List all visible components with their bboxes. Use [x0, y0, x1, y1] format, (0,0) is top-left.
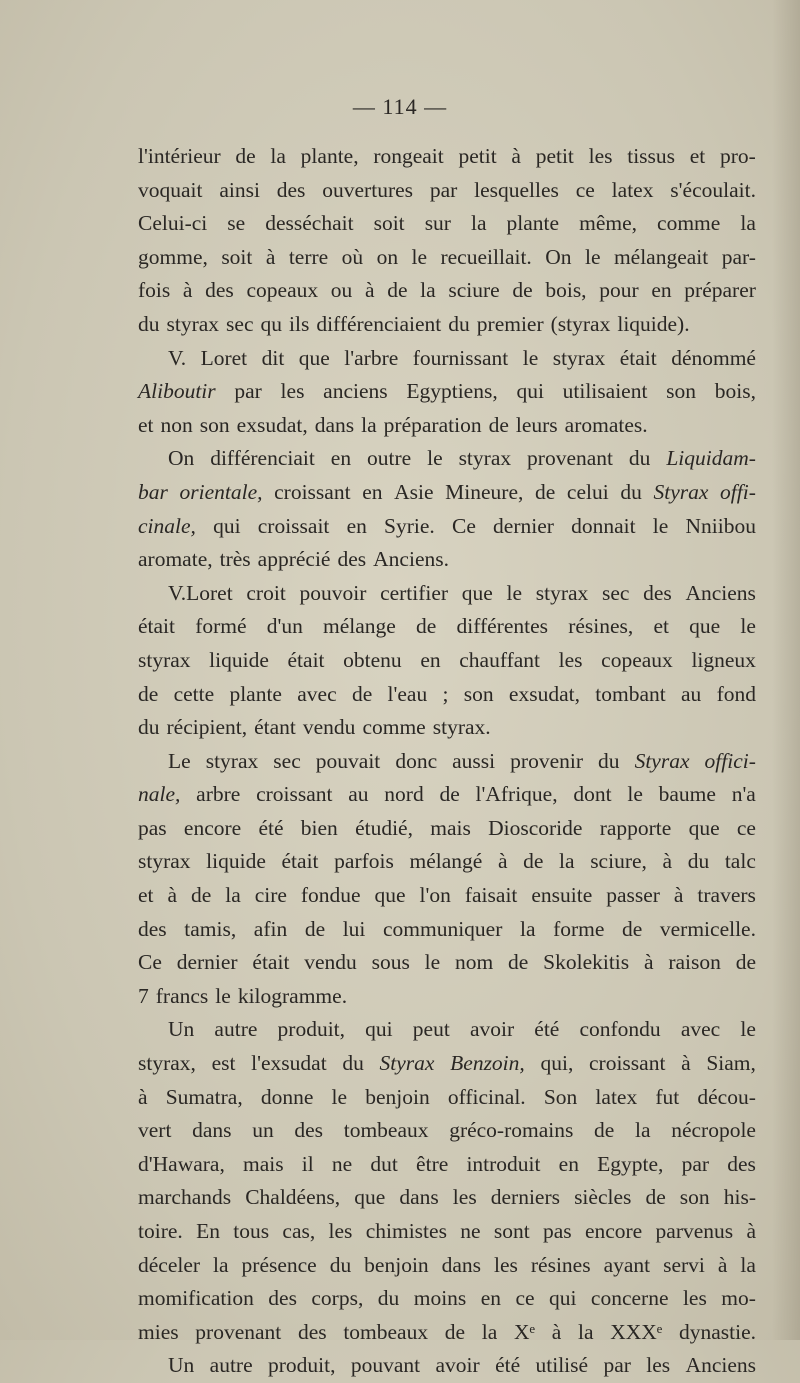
text-line: Celui-ci se desséchait soit sur la plante même, comme la — [138, 211, 756, 236]
text-line: Un autre produit, qui peut avoir été confondu avec le — [168, 1017, 756, 1042]
text-line: du styrax sec qu ils différenciaient du premier (styrax liquide). — [138, 311, 690, 336]
text-line: Ce dernier était vendu sous le nom de Skolekitis à raison de — [138, 950, 756, 975]
text-line: styrax, est l'exsudat du Styrax Benzoin, qui, croissant à Siam, — [138, 1051, 756, 1076]
text-line: et à de la cire fondue que l'on faisait ensuite passer à travers — [138, 883, 756, 908]
text-line: On différenciait en outre le styrax provenant du Liquidam- — [168, 446, 756, 471]
text-line: d'Hawara, mais il ne dut être introduit en Egypte, par des — [138, 1151, 756, 1176]
text-line: styrax liquide était parfois mélangé à de la sciure, à du talc — [138, 849, 756, 874]
text-line: du récipient, étant vendu comme styrax. — [138, 715, 491, 740]
text-line: V.Loret croit pouvoir certifier que le styrax sec des Anciens — [168, 580, 756, 605]
text-line: l'intérieur de la plante, rongeait petit à petit les tissus et pro- — [138, 144, 756, 168]
text-line: vert dans un des tombeaux gréco-romains de la nécropole — [138, 1118, 756, 1143]
text-line: Un autre produit, pouvant avoir été utilisé par les Anciens — [168, 1353, 756, 1378]
text-line: marchands Chaldéens, que dans les derniers siècles de son his- — [138, 1185, 756, 1210]
text-line: à Sumatra, donne le benjoin officinal. Son latex fut décou- — [138, 1084, 756, 1109]
text-line: styrax liquide était obtenu en chauffant les copeaux ligneux — [138, 647, 756, 672]
text-line: Le styrax sec pouvait donc aussi provenir du Styrax offici- — [168, 748, 756, 773]
text-line: était formé d'un mélange de différentes résines, et que le — [138, 614, 756, 639]
text-line: fois à des copeaux ou à de la sciure de bois, pour en préparer — [138, 278, 756, 303]
text-line: V. Loret dit que l'arbre fournissant le styrax était dénommé — [168, 345, 756, 370]
text-line: toire. En tous cas, les chimistes ne sont pas encore parvenus à — [138, 1219, 756, 1243]
text-line: Aliboutir par les anciens Egyptiens, qui utilisaient son bois, — [138, 379, 756, 404]
body-text — [138, 140, 756, 1383]
page-number: — 114 — — [352, 94, 448, 119]
text-line: cinale, qui croissait en Syrie. Ce dernier donnait le Nniibou — [138, 513, 756, 538]
text-line: mies provenant des tombeaux de la Xᵉ à la XXXᵉ dynastie. — [138, 1319, 756, 1344]
text-line: de cette plante avec de l'eau ; son exsudat, tombant au fond — [138, 681, 756, 706]
text-line: pas encore été bien étudié, mais Dioscoride rapporte que ce — [138, 815, 756, 840]
text-line: déceler la présence du benjoin dans les résines ayant servi à la — [138, 1252, 756, 1277]
text-line: bar orientale, croissant en Asie Mineure, de celui du Styrax offi- — [138, 479, 756, 504]
text-line: des tamis, afin de lui communiquer la forme de vermicelle. — [138, 916, 756, 941]
text-line: 7 francs le kilogramme. — [138, 983, 348, 1008]
text-line: nale, arbre croissant au nord de l'Afrique, dont le baume n'a — [138, 782, 756, 807]
text-line: et non son exsudat, dans la préparation de leurs aromates. — [138, 412, 648, 437]
text-line: momification des corps, du moins en ce qui concerne les mo- — [138, 1286, 756, 1311]
text-line: gomme, soit à terre où on le recueillait. On le mélangeait par- — [138, 244, 756, 269]
page-edge-shadow — [772, 0, 800, 1340]
text-line: aromate, très apprécié des Anciens. — [138, 547, 449, 572]
text-line: voquait ainsi des ouvertures par lesquelles ce latex s'écoulait. — [138, 177, 756, 202]
